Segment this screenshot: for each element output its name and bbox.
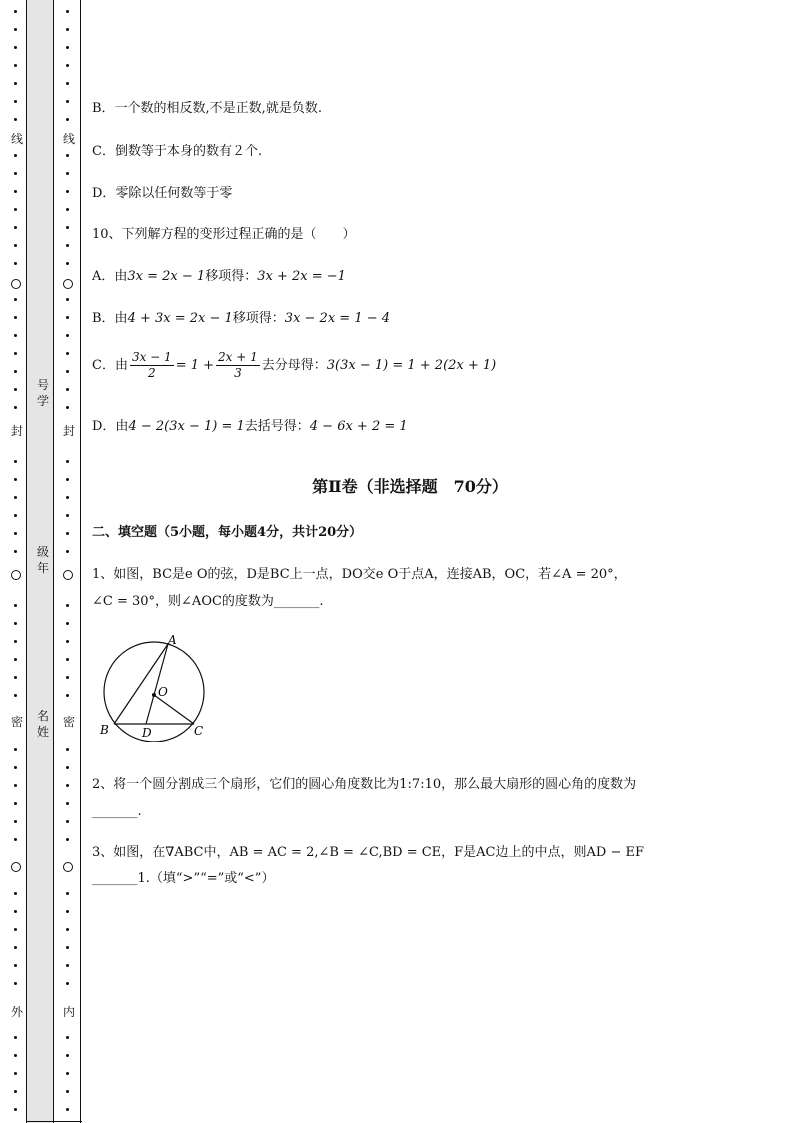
margin-dot xyxy=(14,334,17,337)
margin-marker-xian-right: 线 xyxy=(62,132,75,146)
section-2-title: 第Ⅱ卷（非选择题 70分） xyxy=(312,477,508,496)
q10-c-denominator-2: 3 xyxy=(234,366,242,380)
margin-dot xyxy=(14,766,17,769)
margin-dot xyxy=(66,550,69,553)
margin-circle-mark xyxy=(63,279,73,289)
margin-dot xyxy=(66,10,69,13)
margin-marker-xian-left: 线 xyxy=(10,132,23,146)
margin-dot xyxy=(66,46,69,49)
margin-dot xyxy=(14,640,17,643)
margin-dot xyxy=(66,262,69,265)
segment-da xyxy=(146,644,168,724)
point-label-c: C xyxy=(194,724,204,738)
margin-line-2 xyxy=(53,0,54,1123)
fill-q2-line-2: _______. xyxy=(92,804,142,819)
margin-dot xyxy=(66,928,69,931)
margin-dot xyxy=(14,226,17,229)
q10-c-numerator-2: 2x + 1 xyxy=(218,350,258,364)
margin-dot xyxy=(66,298,69,301)
q10-b-equation: 4 + 3x = 2x − 1 xyxy=(127,311,233,326)
margin-circle-mark xyxy=(11,570,21,580)
q9-option-b: B．一个数的相反数,不是正数,就是负数. xyxy=(92,101,322,116)
margin-dot xyxy=(14,802,17,805)
q10-stem: 10、下列解方程的变形过程正确的是（ ） xyxy=(92,227,356,242)
q10-c-result: 3(3x − 1) = 1 + 2(2x + 1) xyxy=(326,358,497,373)
margin-dot xyxy=(14,964,17,967)
margin-dot xyxy=(14,946,17,949)
margin-marker-mi-left: 密 xyxy=(10,715,23,729)
margin-dot xyxy=(66,406,69,409)
fill-q3-line-2: _______1.（填“>”“=”或“<”） xyxy=(92,871,275,886)
margin-line-3 xyxy=(80,0,81,1123)
margin-dot xyxy=(66,370,69,373)
margin-dot xyxy=(66,226,69,229)
margin-dot xyxy=(66,532,69,535)
margin-dot xyxy=(66,154,69,157)
margin-dot xyxy=(66,820,69,823)
margin-dot xyxy=(14,28,17,31)
margin-dot xyxy=(14,262,17,265)
margin-dot xyxy=(66,982,69,985)
margin-dot xyxy=(14,118,17,121)
margin-dotted-column-right xyxy=(62,0,74,1123)
margin-dot xyxy=(14,1072,17,1075)
margin-dot xyxy=(66,172,69,175)
margin-dot xyxy=(14,784,17,787)
margin-dot xyxy=(14,982,17,985)
margin-dot xyxy=(66,118,69,121)
margin-dot xyxy=(66,1036,69,1039)
margin-dot xyxy=(14,316,17,319)
margin-dot xyxy=(66,946,69,949)
margin-dot xyxy=(66,514,69,517)
margin-dot xyxy=(14,604,17,607)
margin-dot xyxy=(14,190,17,193)
segment-ab xyxy=(114,644,168,724)
margin-dot xyxy=(66,82,69,85)
fill-q1-line-2: ∠C = 30°，则∠AOC的度数为_______. xyxy=(92,594,324,609)
q10-c-numerator-1: 3x − 1 xyxy=(131,350,172,364)
margin-dot xyxy=(66,964,69,967)
margin-dot xyxy=(66,64,69,67)
margin-dot xyxy=(66,316,69,319)
margin-line-1 xyxy=(26,0,27,1123)
margin-dot xyxy=(66,1054,69,1057)
margin-dot xyxy=(66,190,69,193)
margin-marker-nei: 内 xyxy=(62,1005,75,1019)
margin-dot xyxy=(66,1108,69,1111)
q10-c-denominator-1: 2 xyxy=(148,366,156,380)
margin-dot xyxy=(66,388,69,391)
margin-dot xyxy=(66,244,69,247)
margin-dot xyxy=(66,694,69,697)
q10-d-equation: 4 − 2(3x − 1) = 1 xyxy=(128,419,245,434)
fill-in-subheading: 二、填空题（5小题，每小题4分，共计20分） xyxy=(92,525,363,540)
margin-dot xyxy=(66,622,69,625)
q10-d-result: 4 − 6x + 2 = 1 xyxy=(309,419,408,434)
q10-c-fraction-1 xyxy=(130,350,174,381)
field-student-number-label: 号学 xyxy=(36,378,49,408)
margin-dot xyxy=(14,928,17,931)
margin-dot xyxy=(14,1036,17,1039)
q10-b-mid: 移项得： xyxy=(232,311,285,326)
point-label-a: A xyxy=(168,633,177,647)
segment-oc xyxy=(154,695,194,724)
q10-option-b xyxy=(92,310,390,328)
margin-dot xyxy=(14,388,17,391)
margin-dot xyxy=(14,514,17,517)
margin-dot xyxy=(14,838,17,841)
margin-dot xyxy=(14,532,17,535)
center-point xyxy=(152,693,156,697)
margin-dot xyxy=(14,1090,17,1093)
q10-a-equation: 3x = 2x − 1 xyxy=(127,269,206,284)
margin-dot xyxy=(66,100,69,103)
point-label-b: B xyxy=(100,723,109,737)
margin-dot xyxy=(14,370,17,373)
margin-dot xyxy=(66,640,69,643)
margin-dot xyxy=(14,352,17,355)
margin-circle-mark xyxy=(11,862,21,872)
q10-c-plus: = 1 + xyxy=(175,358,215,373)
margin-dot xyxy=(14,154,17,157)
margin-dot xyxy=(14,298,17,301)
margin-dot xyxy=(66,892,69,895)
margin-dot xyxy=(14,1054,17,1057)
q10-option-d xyxy=(92,418,408,436)
margin-circle-mark xyxy=(63,570,73,580)
margin-dot xyxy=(14,10,17,13)
margin-dot xyxy=(66,1072,69,1075)
margin-dot xyxy=(66,802,69,805)
margin-dot xyxy=(14,676,17,679)
margin-dot xyxy=(14,622,17,625)
margin-dot xyxy=(14,1108,17,1111)
point-label-d: D xyxy=(142,726,152,740)
margin-dotted-column-left xyxy=(10,0,22,1123)
margin-dot xyxy=(14,892,17,895)
margin-dot xyxy=(66,334,69,337)
margin-dot xyxy=(14,406,17,409)
margin-dot xyxy=(14,82,17,85)
binding-margin xyxy=(0,0,82,1123)
margin-dot xyxy=(66,766,69,769)
field-name-label: 名姓 xyxy=(36,709,49,739)
margin-dot xyxy=(14,46,17,49)
circle-chord-figure xyxy=(96,632,212,742)
q9-option-d: D．零除以任何数等于零 xyxy=(92,186,233,201)
margin-dot xyxy=(14,64,17,67)
margin-dot xyxy=(66,658,69,661)
margin-marker-mi-right: 密 xyxy=(62,715,75,729)
circle-o xyxy=(104,642,204,742)
margin-dot xyxy=(66,910,69,913)
margin-dot xyxy=(66,676,69,679)
fill-q3-line-1: 3、如图，在∇ABC中，AB = AC = 2,∠B = ∠C,BD = CE，F是AC边上的中点，则AD − EF xyxy=(92,845,644,860)
q9-option-c: C．倒数等于本身的数有２个. xyxy=(92,144,263,159)
margin-dot xyxy=(14,460,17,463)
q10-a-result: 3x + 2x = −1 xyxy=(257,269,346,284)
q10-d-prefix: D．由 xyxy=(92,419,129,434)
q10-c-fraction-2 xyxy=(216,350,260,381)
margin-dot xyxy=(14,694,17,697)
margin-dot xyxy=(14,100,17,103)
q10-d-mid: 去括号得： xyxy=(244,419,310,434)
margin-dot xyxy=(14,244,17,247)
margin-dot xyxy=(66,208,69,211)
margin-circle-mark xyxy=(11,279,21,289)
margin-marker-wai: 外 xyxy=(10,1005,23,1019)
q10-b-result: 3x − 2x = 1 − 4 xyxy=(284,311,391,326)
fill-q2-line-1: 2、将一个圆分割成三个扇形，它们的圆心角度数比为1:7:10，那么最大扇形的圆心角的度数为 xyxy=(92,777,637,792)
margin-dot xyxy=(14,550,17,553)
fill-q1-line-1: 1、如图，BC是e O的弦，D是BC上一点，DO交e O于点A，连接AB，OC，若∠A = 20°， xyxy=(92,567,627,582)
margin-marker-feng-left: 封 xyxy=(10,424,23,438)
margin-dot xyxy=(66,748,69,751)
q10-b-prefix: B．由 xyxy=(92,311,128,326)
point-label-o: O xyxy=(158,685,168,699)
margin-dot xyxy=(14,658,17,661)
margin-dot xyxy=(14,820,17,823)
margin-dot xyxy=(66,784,69,787)
margin-circle-mark xyxy=(63,862,73,872)
margin-dot xyxy=(66,460,69,463)
margin-dot xyxy=(66,28,69,31)
margin-dot xyxy=(66,838,69,841)
margin-dot xyxy=(14,910,17,913)
q10-option-a xyxy=(92,268,346,286)
q10-c-prefix: C．由 xyxy=(92,358,128,373)
q10-option-c xyxy=(92,350,496,381)
field-grade-label: 级年 xyxy=(36,545,49,575)
margin-dot xyxy=(14,208,17,211)
margin-dot xyxy=(66,604,69,607)
margin-dot xyxy=(14,748,17,751)
margin-marker-feng-right: 封 xyxy=(62,424,75,438)
q10-c-mid: 去分母得： xyxy=(261,358,327,373)
margin-dot xyxy=(66,1090,69,1093)
q10-a-mid: 移项得： xyxy=(205,269,258,284)
margin-dot xyxy=(66,352,69,355)
q10-a-prefix: A．由 xyxy=(92,269,128,284)
margin-dot xyxy=(14,172,17,175)
